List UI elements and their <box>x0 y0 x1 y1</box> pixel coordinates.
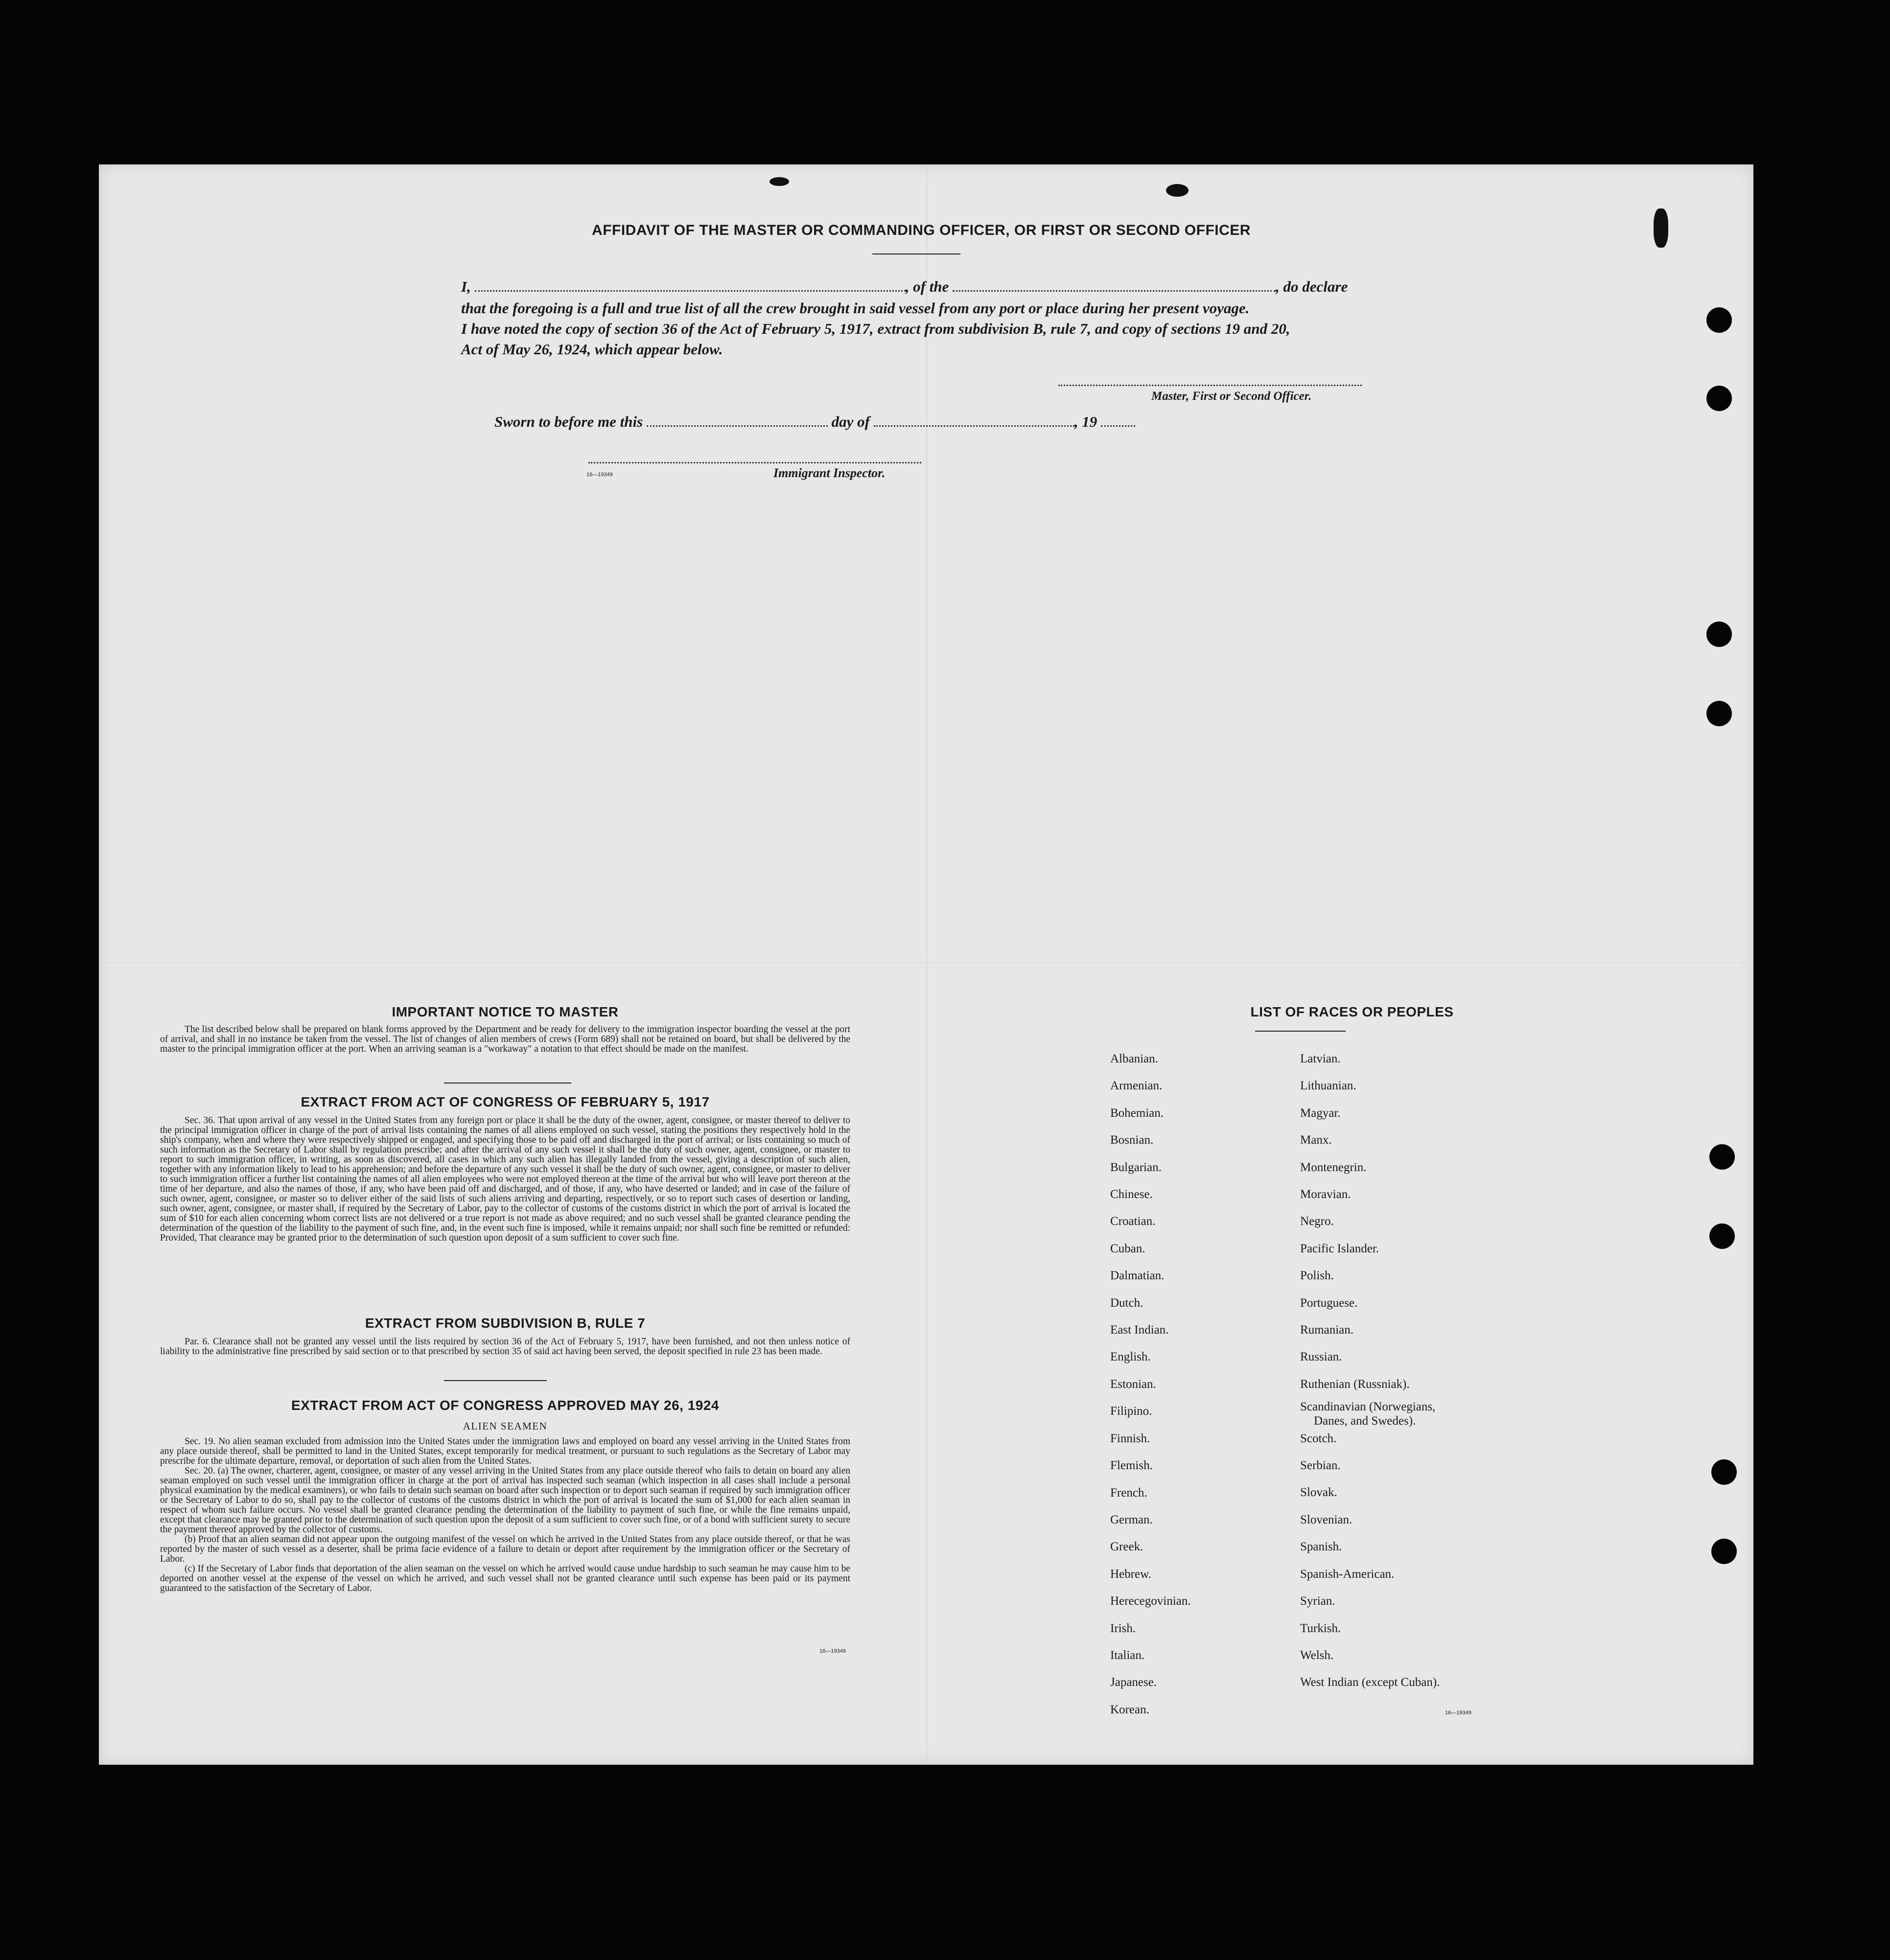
race-item: Slovak. <box>1300 1486 1337 1499</box>
race-item-scandinavian: Scandinavian (Norwegians, Danes, and Swedes). <box>1300 1400 1436 1428</box>
race-item: Chinese. <box>1110 1188 1153 1201</box>
binder-hole <box>1706 307 1732 333</box>
race-item: West Indian (except Cuban). <box>1300 1676 1440 1689</box>
sworn-day-blank <box>647 421 828 427</box>
race-item: Welsh. <box>1300 1648 1334 1662</box>
binder-hole <box>1706 386 1732 411</box>
race-item: Cuban. <box>1110 1242 1145 1255</box>
signature-line <box>1058 381 1362 386</box>
race-item: East Indian. <box>1110 1323 1169 1337</box>
inspector-signature-line <box>588 458 921 463</box>
races-rule <box>1255 1031 1346 1032</box>
races-right-column <box>1300 1045 1440 1696</box>
race-item: Rumanian. <box>1300 1323 1354 1337</box>
race-item: Polish. <box>1300 1269 1334 1283</box>
binder-hole <box>1706 622 1732 647</box>
races-left-column <box>1110 1045 1191 1723</box>
affidavit-form-number: 16—19349 <box>586 472 613 478</box>
race-item: Croatian. <box>1110 1215 1156 1228</box>
race-item: Ruthenian (Russniak). <box>1300 1377 1410 1391</box>
alien-seamen-subtitle: ALIEN SEAMEN <box>463 1420 548 1432</box>
race-item: Scotch. <box>1300 1431 1337 1445</box>
affidavit-line-3: I have noted the copy of section 36 of the Act of February 5, 1917, extract from subdivision B, rule 7, and copy of sections 19 and 20, <box>461 320 1290 337</box>
ink-blot <box>1166 184 1189 197</box>
race-item: Bohemian. <box>1110 1106 1164 1120</box>
race-item: Syrian. <box>1300 1594 1335 1608</box>
race-item: Hebrew. <box>1110 1567 1151 1581</box>
race-item: Finnish. <box>1110 1431 1150 1445</box>
race-item: Negro. <box>1300 1215 1334 1228</box>
name-blank <box>475 286 906 292</box>
race-item: Bosnian. <box>1110 1133 1154 1147</box>
extract-1917-title: EXTRACT FROM ACT OF CONGRESS OF FEBRUARY 5, 1917 <box>301 1094 710 1109</box>
ink-blot <box>1654 208 1668 248</box>
race-item: Moravian. <box>1300 1188 1351 1201</box>
sec-20a-paragraph: Sec. 20. (a) The owner, charterer, agent, consignee, or master of any vessel arriving in the United States from any place outside thereof who fails to detain on board any alien seaman employed on such vessel until the immigration officer in charge at the port of arrival has inspected such seaman (which inspection in all cases shall include a personal physical examination by the medical examiners), or who fails to detain such seaman on board after such inspection or to deport such seaman if required by such immigration officer or the Secretary of Labor to do so, shall pay to the collector of customs of the customs district in which the port of arrival is located the sum of $1,000 for each alien seaman in respect of whom such failure occurs. No vessel shall be granted clearance pending the determination of the liability to payment of such fine, or while the fine remains unpaid, except that clearance may be granted prior to the determination of such question upon the deposit of a sum sufficient to cover such fine, or of a bond with sufficient surety to secure the payment thereof approved by the collector of customs. <box>160 1466 850 1535</box>
race-item: English. <box>1110 1350 1151 1364</box>
notice-rule <box>444 1083 571 1084</box>
race-item: Irish. <box>1110 1621 1136 1635</box>
affidavit-declaration-line: I, , of the , do declare <box>461 278 1348 295</box>
rule7-text: Par. 6. Clearance shall not be granted any vessel until the lists required by section 36 of the Act of February 5, 1917, have been furnished, and not then unless notice of liability to the administrative fine prescribed by said section or to that prescribed by section 35 of said act having been served, the deposit specified in rule 23 has been made. <box>160 1337 850 1357</box>
sworn-line: Sworn to before me this day of , 19 <box>494 413 1135 431</box>
affidavit-line-2: that the foregoing is a full and true list of all the crew brought in said vessel from any port or place during her present voyage. <box>461 300 1250 317</box>
binder-hole <box>1709 1144 1735 1170</box>
race-item: Spanish. <box>1300 1540 1342 1554</box>
signature-caption: Master, First or Second Officer. <box>1151 390 1312 403</box>
race-item: Magyar. <box>1300 1106 1341 1120</box>
race-item: Lithuanian. <box>1300 1079 1356 1093</box>
rule7-rule <box>444 1380 547 1381</box>
race-item: French. <box>1110 1486 1147 1499</box>
race-item: Dalmatian. <box>1110 1269 1165 1283</box>
notice-title: IMPORTANT NOTICE TO MASTER <box>392 1004 619 1019</box>
race-item: Italian. <box>1110 1648 1145 1662</box>
sec-19-paragraph: Sec. 19. No alien seaman excluded from admission into the United States under the immigration laws and employed on board any vessel arriving in the United States from any place outside thereof, shall be permitted to land in the United States, except temporarily for medical treatment, or pursuant to such regulations as the Secretary of Labor may prescribe for the ultimate departure, removal, or deportation of such alien from the United States. <box>160 1436 850 1466</box>
race-item: Armenian. <box>1110 1079 1163 1093</box>
race-item: Dutch. <box>1110 1296 1143 1310</box>
sec-20c-paragraph: (c) If the Secretary of Labor finds that deportation of the alien seaman on the vessel on which he arrived would cause undue hardship to such seaman he may cause him to be deported on another vessel at the expense of the vessel on which he arrived, and such vessel shall not be granted clearance until such expense has been paid or its payment guaranteed to the satisfaction of the Secretary of Labor. <box>160 1564 850 1593</box>
vessel-blank <box>953 286 1276 292</box>
extract-form-number: 16—19349 <box>819 1648 846 1654</box>
document-page <box>99 164 1753 1765</box>
notice-text: The list described below shall be prepared on blank forms approved by the Department and be ready for delivery to the immigration inspector boarding the vessel at the port of arrival, and shall in no instance be taken from the vessel. The list of changes of alien members of crews (Form 689) shall not be retained on board, but shall be delivered by the master to the principal immigration officer at the port. When an arriving seaman is a "workaway" a notation to that effect should be made on the manifest. <box>160 1024 850 1054</box>
binder-hole <box>1711 1539 1737 1564</box>
race-item: Herecegovinian. <box>1110 1594 1191 1608</box>
binder-hole <box>1706 701 1732 726</box>
race-item: Japanese. <box>1110 1676 1157 1689</box>
horizontal-fold <box>99 962 1753 963</box>
ink-blot <box>770 177 789 186</box>
race-item: Slovenian. <box>1300 1513 1353 1526</box>
races-title: LIST OF RACES OR PEOPLES <box>1250 1004 1454 1019</box>
sworn-month-blank <box>874 421 1074 427</box>
race-item: Korean. <box>1110 1703 1149 1716</box>
sec-20b-paragraph: (b) Proof that an alien seaman did not appear upon the outgoing manifest of the vessel on which he arrived in the United States from any place outside thereof, or that he was reported by the master of such vessel as a deserter, shall be prima facie evidence of a failure to detain or deport after requirement by the immigration officer or the Secretary of Labor. <box>160 1534 850 1564</box>
race-item: Russian. <box>1300 1350 1342 1364</box>
race-item: Spanish-American. <box>1300 1567 1395 1581</box>
races-form-number: 16—19349 <box>1445 1710 1471 1716</box>
inspector-caption: Immigrant Inspector. <box>773 466 886 480</box>
race-item: Serbian. <box>1300 1459 1341 1473</box>
race-item: Manx. <box>1300 1133 1332 1147</box>
race-item: Albanian. <box>1110 1052 1158 1065</box>
race-item: Bulgarian. <box>1110 1160 1162 1174</box>
race-item: Pacific Islander. <box>1300 1242 1379 1255</box>
extract-1917-text: Sec. 36. That upon arrival of any vessel in the United States from any foreign port or place it shall be the duty of the owner, agent, consignee, or master thereof to deliver to the principal immigration officer in charge of the port of arrival lists containing the names of all aliens employed on such vessel, stating the positions they respectively hold in the ship's company, when and where they were respectively shipped or engaged, and specifying those to be paid off and discharged in the port of arrival; or lists containing so much of such information as the Secretary of Labor shall by regulation prescribe; and after the arrival of any such vessel it shall be the duty of such owner, agent, consignee, or master to report to such immigration officer, in writing, as soon as discovered, all cases in which any such alien has illegally landed from the vessel, giving a description of such alien, together with any information likely to lead to his apprehension; and before the departure of any such vessel it shall be the duty of such owner, agent, consignee, or master to deliver to such immigration officer a further list containing the names of all alien employees who were not employed thereon at the time of the arrival but who will leave port thereon at the time of her departure, and also the names of those, if any, who have been paid off and discharged, and of those, if any, who have deserted or landed; and in case of the failure of such owner, agent, consignee, or master so to deliver either of the said lists of such aliens arriving and departing, respectively, or so to report such cases of desertion or landing, such owner, agent, consignee, or master shall, if required by the Secretary of Labor, pay to the collector of customs of the customs district in which the port of arrival is located the sum of $10 for each alien concerning whom correct lists are not delivered or a true report is not made as above required; and no such vessel shall be granted clearance pending the determination of the question of the liability to the payment of such fine, and, in the event such fine is imposed, while it remains unpaid; nor shall such fine be remitted or refunded: Provided, That clearance may be granted prior to the determination of such question upon deposit of a sum sufficient to cover such fine. <box>160 1115 850 1243</box>
race-item: Greek. <box>1110 1540 1143 1554</box>
race-item: Filipino. <box>1110 1405 1152 1418</box>
rule7-title: EXTRACT FROM SUBDIVISION B, RULE 7 <box>365 1315 646 1331</box>
race-item: Latvian. <box>1300 1052 1341 1065</box>
race-item: Flemish. <box>1110 1459 1153 1473</box>
race-item: Turkish. <box>1300 1621 1341 1635</box>
extract-1924-title: EXTRACT FROM ACT OF CONGRESS APPROVED MAY 26, 1924 <box>291 1398 719 1413</box>
race-item: German. <box>1110 1513 1153 1526</box>
sworn-year-blank <box>1101 421 1135 427</box>
extract-1924-text <box>160 1437 850 1593</box>
vertical-fold <box>926 164 927 1765</box>
affidavit-line-4: Act of May 26, 1924, which appear below. <box>461 341 723 358</box>
binder-hole <box>1709 1223 1735 1249</box>
race-item: Portuguese. <box>1300 1296 1358 1310</box>
binder-hole <box>1711 1459 1737 1485</box>
race-item: Montenegrin. <box>1300 1160 1367 1174</box>
race-item: Estonian. <box>1110 1377 1156 1391</box>
affidavit-title: AFFIDAVIT OF THE MASTER OR COMMANDING OFFICER, OR FIRST OR SECOND OFFICER <box>592 222 1251 238</box>
